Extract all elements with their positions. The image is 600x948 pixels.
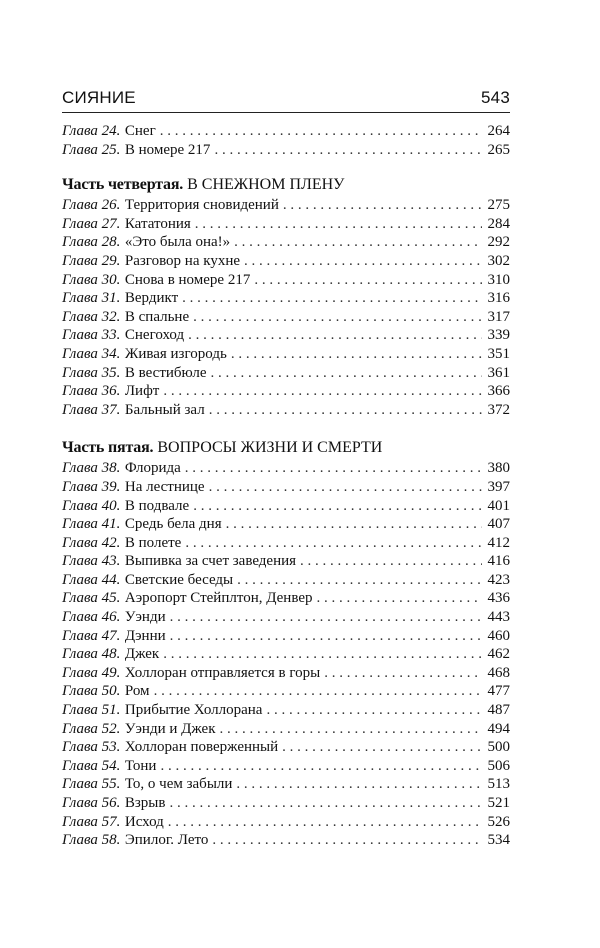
dot-leader: [170, 627, 482, 646]
dot-leader: [254, 271, 482, 290]
chapter-page: 361: [487, 364, 510, 381]
chapter-number: Глава 38.: [62, 460, 121, 477]
chapter-title: Эпилог. Лето: [124, 832, 209, 849]
chapter-number: Глава 40.: [62, 497, 121, 514]
chapter-title: Живая изгородь: [124, 345, 227, 362]
dot-leader: [169, 794, 482, 813]
chapter-page: 416: [487, 553, 510, 570]
dot-leader: [300, 552, 482, 571]
chapter-page: 310: [487, 271, 510, 288]
chapter-title: Холлоран отправляется в горы: [124, 664, 321, 681]
header-rule: [62, 112, 510, 113]
chapter-page: 401: [487, 497, 510, 514]
dot-leader: [244, 252, 482, 271]
chapter-page: 500: [487, 739, 510, 756]
chapter-title: Флорида: [124, 460, 181, 477]
toc-group-part5: [62, 459, 510, 849]
part-title: ВОПРОСЫ ЖИЗНИ И СМЕРТИ: [157, 439, 383, 457]
chapter-page: 423: [487, 571, 510, 588]
toc-group-part4: [62, 196, 510, 419]
toc-entry: [62, 757, 510, 776]
chapter-title: Лифт: [124, 383, 160, 400]
toc-entry: [62, 738, 510, 757]
chapter-number: Глава 31.: [62, 290, 121, 307]
chapter-title: Снова в номере 217: [124, 271, 251, 288]
chapter-title: Средь бела дня: [124, 516, 222, 533]
chapter-page: 265: [487, 141, 510, 158]
part-label: Часть пятая.: [62, 439, 154, 457]
toc-entry: [62, 645, 510, 664]
chapter-title: Дэнни: [124, 627, 166, 644]
chapter-number: Глава 39.: [62, 478, 121, 495]
dot-leader: [160, 757, 482, 776]
chapter-title: В вестибюле: [124, 364, 207, 381]
chapter-title: Аэропорт Стейплтон, Денвер: [124, 590, 313, 607]
part-title: В СНЕЖНОМ ПЛЕНУ: [187, 176, 345, 194]
chapter-page: 397: [487, 478, 510, 495]
dot-leader: [324, 664, 482, 683]
chapter-number: Глава 58.: [62, 832, 121, 849]
toc-entry: [62, 497, 510, 516]
chapter-page: 380: [487, 460, 510, 477]
chapter-title: Взрыв: [124, 795, 166, 811]
toc-entry: [62, 794, 510, 813]
toc-entry: [62, 720, 510, 739]
toc-entry: [62, 382, 510, 401]
chapter-title: Вердикт: [124, 290, 179, 307]
chapter-number: Глава 32.: [62, 308, 121, 325]
dot-leader: [220, 720, 483, 739]
table-of-contents: [62, 122, 510, 850]
chapter-page: 487: [487, 702, 510, 719]
chapter-number: Глава 51.: [62, 702, 121, 719]
running-header: [62, 88, 510, 110]
toc-entry: [62, 775, 510, 794]
chapter-title: Кататония: [124, 215, 191, 232]
chapter-title: Ром: [124, 683, 150, 700]
dot-leader: [163, 645, 482, 664]
chapter-title: В подвале: [124, 497, 190, 514]
chapter-page: 292: [487, 234, 510, 251]
toc-entry: [62, 345, 510, 364]
chapter-number: Глава 25.: [62, 141, 121, 158]
page-number: 543: [481, 88, 510, 107]
toc-entry: [62, 478, 510, 497]
chapter-title: То, о чем забыли: [124, 776, 233, 793]
dot-leader: [211, 364, 482, 383]
toc-entry: [62, 459, 510, 478]
chapter-title: Территория сновидений: [124, 197, 279, 214]
chapter-title: В полете: [124, 534, 182, 551]
chapter-title: Уэнди и Джек: [124, 720, 216, 737]
chapter-number: Глава 27.: [62, 215, 121, 232]
dot-leader: [160, 122, 482, 141]
chapter-page: 513: [487, 776, 510, 793]
dot-leader: [231, 345, 482, 364]
chapter-page: 275: [487, 197, 510, 214]
toc-entry: [62, 141, 510, 160]
dot-leader: [170, 608, 482, 627]
dot-leader: [234, 233, 482, 252]
chapter-number: Глава 55.: [62, 776, 121, 793]
dot-leader: [226, 515, 482, 534]
toc-group-part3-end: [62, 122, 510, 159]
chapter-number: Глава 28.: [62, 234, 121, 251]
toc-entry: [62, 831, 510, 850]
chapter-page: 468: [487, 664, 510, 681]
chapter-page: 302: [487, 252, 510, 269]
toc-entry: [62, 682, 510, 701]
toc-entry: [62, 515, 510, 534]
chapter-number: Глава 35.: [62, 364, 121, 381]
toc-entry: [62, 289, 510, 308]
chapter-page: 526: [487, 813, 510, 830]
toc-entry: [62, 813, 510, 832]
dot-leader: [209, 478, 482, 497]
chapter-number: Глава 56.: [62, 795, 121, 811]
chapter-number: Глава 53.: [62, 739, 121, 756]
dot-leader: [237, 571, 482, 590]
chapter-number: Глава 45.: [62, 590, 121, 607]
dot-leader: [209, 401, 482, 420]
toc-entry: [62, 589, 510, 608]
chapter-page: 317: [487, 308, 510, 325]
chapter-title: Снег: [124, 123, 156, 139]
part-heading-4: [62, 174, 510, 196]
dot-leader: [185, 534, 482, 553]
chapter-page: 534: [487, 832, 510, 849]
chapter-number: Глава 57.: [62, 813, 121, 830]
chapter-page: 284: [487, 215, 510, 232]
chapter-title: «Это была она!»: [124, 234, 231, 251]
chapter-title: Бальный зал: [124, 401, 205, 418]
dot-leader: [193, 308, 482, 327]
dot-leader: [282, 738, 482, 757]
toc-entry: [62, 534, 510, 553]
chapter-title: Снегоход: [124, 327, 185, 344]
chapter-number: Глава 30.: [62, 271, 121, 288]
chapter-number: Глава 47.: [62, 627, 121, 644]
chapter-number: Глава 44.: [62, 571, 121, 588]
toc-entry: [62, 271, 510, 290]
dot-leader: [316, 589, 482, 608]
dot-leader: [236, 775, 482, 794]
dot-leader: [193, 497, 482, 516]
chapter-title: Прибытие Холлорана: [124, 702, 263, 719]
chapter-page: 462: [487, 646, 510, 663]
toc-entry: [62, 701, 510, 720]
toc-entry: [62, 664, 510, 683]
dot-leader: [195, 215, 482, 234]
chapter-title: Холлоран поверженный: [124, 739, 279, 756]
chapter-page: 372: [487, 401, 510, 418]
chapter-title: Разговор на кухне: [124, 252, 241, 269]
part-label: Часть четвертая.: [62, 176, 184, 194]
section-gap: [62, 159, 510, 174]
chapter-title: Уэнди: [124, 609, 166, 626]
chapter-title: Тони: [124, 757, 157, 774]
chapter-title: На лестнице: [124, 478, 205, 495]
section-gap: [62, 419, 510, 437]
chapter-number: Глава 36.: [62, 383, 121, 400]
dot-leader: [182, 289, 482, 308]
toc-entry: [62, 215, 510, 234]
chapter-number: Глава 46.: [62, 609, 121, 626]
chapter-number: Глава 43.: [62, 553, 121, 570]
chapter-number: Глава 54.: [62, 757, 121, 774]
toc-entry: [62, 608, 510, 627]
toc-entry: [62, 627, 510, 646]
chapter-page: 366: [487, 383, 510, 400]
dot-leader: [283, 196, 482, 215]
chapter-page: 316: [487, 290, 510, 307]
toc-entry: [62, 196, 510, 215]
chapter-number: Глава 37.: [62, 401, 121, 418]
dot-leader: [214, 141, 482, 160]
toc-entry: [62, 326, 510, 345]
chapter-page: 443: [487, 609, 510, 626]
toc-entry: [62, 364, 510, 383]
chapter-page: 407: [487, 516, 510, 533]
toc-entry: [62, 252, 510, 271]
chapter-title: Выпивка за счет заведения: [124, 553, 297, 570]
part-heading-5: [62, 437, 510, 459]
toc-entry: [62, 122, 510, 141]
chapter-number: Глава 52.: [62, 720, 121, 737]
dot-leader: [188, 326, 482, 345]
chapter-page: 436: [487, 590, 510, 607]
dot-leader: [163, 382, 482, 401]
toc-entry: [62, 552, 510, 571]
book-title: СИЯНИЕ: [62, 88, 136, 107]
dot-leader: [266, 701, 482, 720]
dot-leader: [185, 459, 482, 478]
chapter-number: Глава 49.: [62, 664, 121, 681]
chapter-page: 460: [487, 627, 510, 644]
chapter-page: 494: [487, 720, 510, 737]
chapter-page: 506: [487, 757, 510, 774]
chapter-title: Светские беседы: [124, 571, 234, 588]
chapter-page: 412: [487, 534, 510, 551]
chapter-number: Глава 41.: [62, 516, 121, 533]
toc-entry: [62, 308, 510, 327]
toc-entry: [62, 571, 510, 590]
chapter-number: Глава 34.: [62, 345, 121, 362]
chapter-number: Глава 29.: [62, 252, 121, 269]
dot-leader: [168, 813, 482, 832]
chapter-title: В спальне: [124, 308, 190, 325]
chapter-page: 264: [487, 123, 510, 139]
chapter-number: Глава 48.: [62, 646, 121, 663]
chapter-number: Глава 24.: [62, 123, 121, 139]
chapter-page: 477: [487, 683, 510, 700]
chapter-title: Исход: [124, 813, 164, 830]
chapter-number: Глава 26.: [62, 197, 121, 214]
toc-entry: [62, 233, 510, 252]
toc-entry: [62, 401, 510, 420]
chapter-page: 339: [487, 327, 510, 344]
chapter-page: 351: [487, 345, 510, 362]
chapter-number: Глава 50.: [62, 683, 121, 700]
chapter-number: Глава 33.: [62, 327, 121, 344]
chapter-number: Глава 42.: [62, 534, 121, 551]
chapter-title: В номере 217: [124, 141, 211, 158]
chapter-page: 521: [487, 795, 510, 811]
dot-leader: [154, 682, 482, 701]
chapter-title: Джек: [124, 646, 160, 663]
dot-leader: [212, 831, 482, 850]
